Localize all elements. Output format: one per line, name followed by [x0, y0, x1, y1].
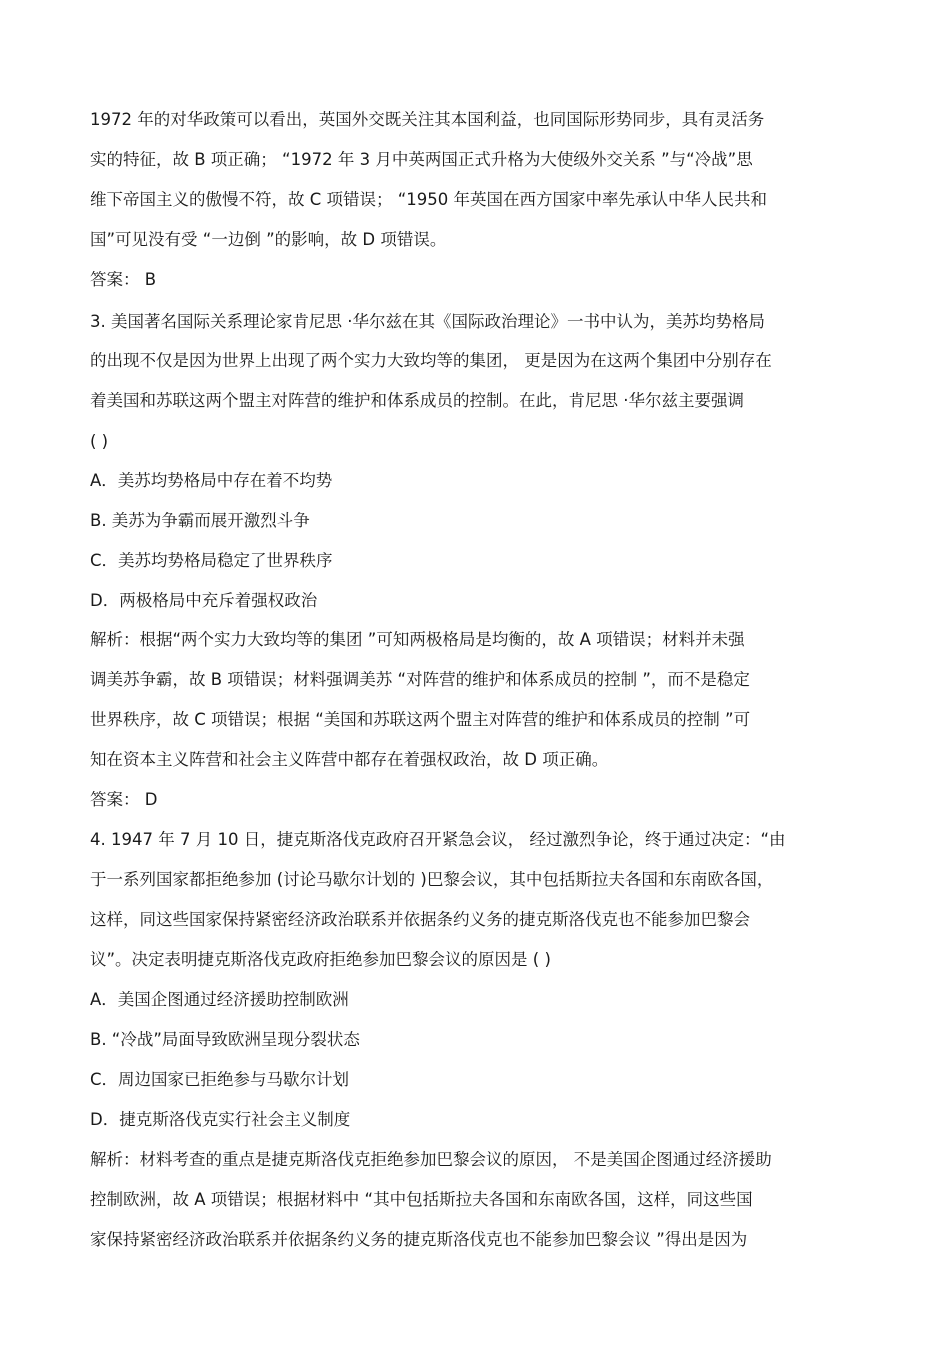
answer-blank: ( ) [90, 432, 109, 451]
answer-line: 答案： D [90, 790, 158, 809]
text-line: 1972 年的对华政策可以看出，英国外交既关注其本国利益，也同国际形势同步，具有灵活务 [90, 110, 765, 129]
analysis-text: 控制欧洲，故 A 项错误；根据材料中 “其中包括斯拉夫各国和东南欧各国，这样，同这些国 [90, 1190, 753, 1209]
question-3-text: 3. 美国著名国际关系理论家肯尼思 ·华尔兹在其《国际政治理论》一书中认为，美苏均势格局 [90, 312, 765, 331]
analysis-text: 调美苏争霸，故 B 项错误；材料强调美苏 “对阵营的维护和体系成员的控制 ”，而不是稳定 [90, 670, 750, 689]
option-b: B. 美苏为争霸而展开激烈斗争 [90, 511, 310, 530]
question-3-text: 着美国和苏联这两个盟主对阵营的维护和体系成员的控制。在此，肯尼思 ·华尔兹主要强调 [90, 391, 744, 410]
analysis-text: 知在资本主义阵营和社会主义阵营中都存在着强权政治，故 D 项正确。 [90, 750, 609, 769]
option-a: A．美国企图通过经济援助控制欧洲 [90, 990, 349, 1009]
option-a: A．美苏均势格局中存在着不均势 [90, 471, 333, 490]
option-b: B. “冷战”局面导致欧洲呈现分裂状态 [90, 1030, 360, 1049]
analysis-text: 解析：材料考查的重点是捷克斯洛伐克拒绝参加巴黎会议的原因， 不是美国企图通过经济援助 [90, 1150, 772, 1169]
question-4-text: 议”。决定表明捷克斯洛伐克政府拒绝参加巴黎会议的原因是 ( ) [90, 950, 551, 969]
option-d: D．捷克斯洛伐克实行社会主义制度 [90, 1110, 351, 1129]
answer-line: 答案： B [90, 270, 157, 289]
text-line: 实的特征，故 B 项正确； “1972 年 3 月中英两国正式升格为大使级外交关系 ”与“冷战”思 [90, 150, 753, 169]
analysis-text: 世界秩序，故 C 项错误；根据 “美国和苏联这两个盟主对阵营的维护和体系成员的控制 ”可 [90, 710, 751, 729]
question-4-text: 这样，同这些国家保持紧密经济政治联系并依据条约义务的捷克斯洛伐克也不能参加巴黎会 [90, 910, 750, 929]
text-line: 维下帝国主义的傲慢不符，故 C 项错误； “1950 年英国在西方国家中率先承认中华人民共和 [90, 190, 768, 209]
analysis-text: 家保持紧密经济政治联系并依据条约义务的捷克斯洛伐克也不能参加巴黎会议 ”得出是因为 [90, 1230, 748, 1249]
option-d: D．两极格局中充斥着强权政治 [90, 591, 318, 610]
analysis-text: 解析：根据“两个实力大致均等的集团 ”可知两极格局是均衡的，故 A 项错误；材料并未强 [90, 630, 745, 649]
option-c: C．周边国家已拒绝参与马歇尔计划 [90, 1070, 350, 1089]
option-c: C．美苏均势格局稳定了世界秩序 [90, 551, 333, 570]
text-line: 国”可见没有受 “一边倒 ”的影响，故 D 项错误。 [90, 230, 447, 249]
question-4-text: 于一系列国家都拒绝参加 (讨论马歇尔计划的 )巴黎会议，其中包括斯拉夫各国和东南欧各国， [90, 870, 774, 889]
question-4-text: 4. 1947 年 7 月 10 日，捷克斯洛伐克政府召开紧急会议， 经过激烈争论，终于通过决定：“由 [90, 830, 786, 849]
question-3-text: 的出现不仅是因为世界上出现了两个实力大致均等的集团， 更是因为在这两个集团中分别存在 [90, 351, 772, 370]
